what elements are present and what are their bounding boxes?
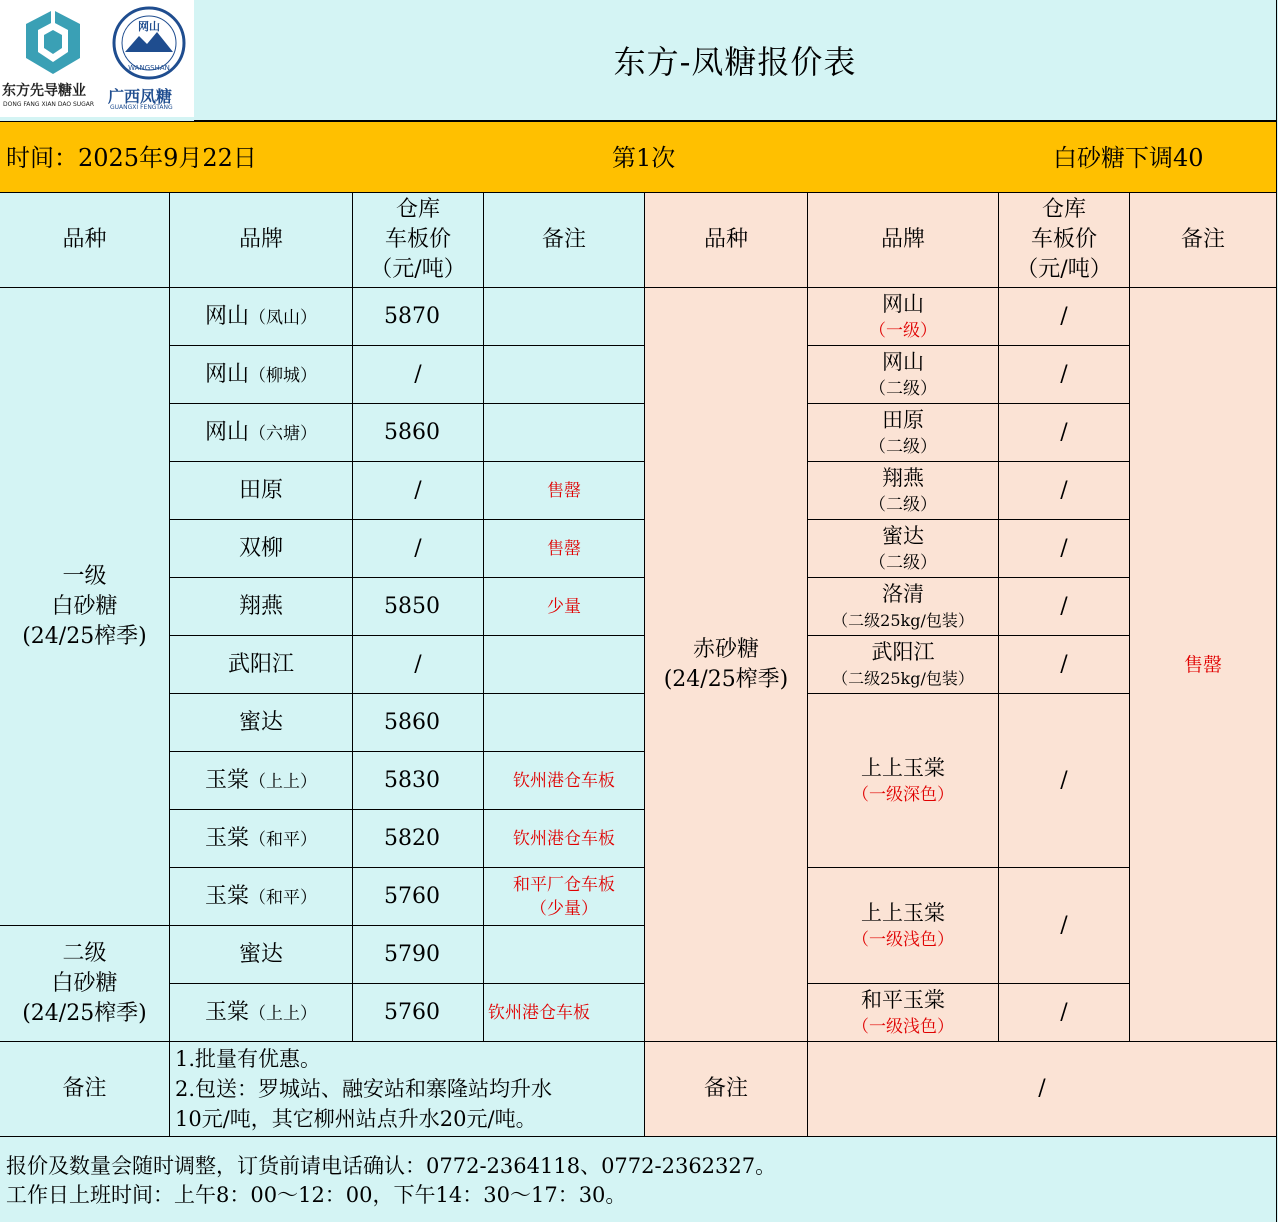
left-remark-cell: [484, 346, 645, 404]
fengtang-logo-text: 广西凤糖: [108, 87, 173, 106]
fengtang-logo-en: GUANGXI FENGTANG: [110, 104, 173, 111]
logo-area: [0, 0, 194, 117]
right-brand-cell: 翔燕 （二级）: [808, 462, 999, 520]
right-brand-cell: 上上玉棠 （一级浅色）: [808, 868, 999, 984]
info-bar: [0, 121, 1276, 193]
left-brand-cell: 玉棠（上上）: [170, 984, 353, 1042]
remark-warehouse: 钦州港仓车板: [488, 1002, 590, 1023]
remark-sold-out: 售罄: [547, 480, 581, 501]
left-remark-cell: [484, 868, 645, 926]
left-price-cell: /: [353, 346, 484, 404]
left-remark-cell: [484, 578, 645, 636]
left-brand-cell: 双柳: [170, 520, 353, 578]
right-price-cell: /: [999, 636, 1130, 694]
header-brand-right: 品牌: [808, 193, 999, 288]
left-price-cell: /: [353, 636, 484, 694]
remark-warehouse: 钦州港仓车板: [513, 770, 615, 791]
right-price-cell: /: [999, 868, 1130, 984]
right-price-cell: /: [999, 404, 1130, 462]
right-price-cell: /: [999, 346, 1130, 404]
left-remark-cell: [484, 926, 645, 984]
right-brand-cell: 田原 （二级）: [808, 404, 999, 462]
header-price-right: 仓库 车板价 （元/吨）: [999, 193, 1130, 288]
right-brand-cell: 网山 （二级）: [808, 346, 999, 404]
notes-content: [170, 1042, 645, 1137]
date-text: 时间：2025年9月22日: [6, 144, 257, 172]
remark-limited: 少量: [547, 596, 581, 617]
header-variety-left: 品种: [0, 193, 170, 288]
dongfang-logo-en: DONG FANG XIAN DAO SUGAR: [3, 101, 95, 108]
variety-group-brown-sugar: 赤砂糖 (24/25榨季): [645, 288, 808, 1042]
left-brand-cell: 网山（柳城）: [170, 346, 353, 404]
title-cell: [194, 0, 1276, 121]
right-brand-cell: 上上玉棠 （一级深色）: [808, 694, 999, 868]
left-remark-cell: [484, 984, 645, 1042]
left-price-cell: /: [353, 462, 484, 520]
right-price-cell: /: [999, 694, 1130, 868]
dongfang-logo-text: 东方先导糖业: [2, 83, 86, 99]
left-price-cell: 5860: [353, 694, 484, 752]
header-remark-left: 备注: [484, 193, 645, 288]
left-price-cell: 5790: [353, 926, 484, 984]
remark-sold-out: 售罄: [1183, 653, 1222, 676]
left-brand-cell: 网山（凤山）: [170, 288, 353, 346]
note-line-2: 2.包送：罗城站、融安站和寨隆站均升水: [175, 1077, 553, 1101]
right-brand-cell: 洛清 （二级25kg/包装）: [808, 578, 999, 636]
left-brand-cell: 玉棠（和平）: [170, 810, 353, 868]
note-line-3: 10元/吨，其它柳州站点升水20元/吨。: [175, 1107, 537, 1131]
svg-text:WANGSHAN: WANGSHAN: [128, 64, 170, 72]
left-price-cell: 5760: [353, 984, 484, 1042]
remark-warehouse: 钦州港仓车板: [513, 828, 615, 849]
left-remark-cell: [484, 404, 645, 462]
svg-text:网山: 网山: [138, 20, 160, 33]
right-border: [1276, 0, 1277, 1222]
header-variety-right: 品种: [645, 193, 808, 288]
header-remark-right: 备注: [1130, 193, 1276, 288]
right-price-cell: /: [999, 462, 1130, 520]
left-remark-cell: [484, 752, 645, 810]
header-brand-left: 品牌: [170, 193, 353, 288]
left-price-cell: 5760: [353, 868, 484, 926]
page-title: 东方-凤糖报价表: [613, 43, 857, 81]
right-price-cell: /: [999, 984, 1130, 1042]
notes-label-right: 备注: [645, 1042, 808, 1137]
right-brand-cell: 网山 （一级）: [808, 288, 999, 346]
right-brand-cell: 武阳江 （二级25kg/包装）: [808, 636, 999, 694]
left-price-cell: 5820: [353, 810, 484, 868]
right-price-cell: /: [999, 520, 1130, 578]
right-brand-cell: 和平玉棠 （一级浅色）: [808, 984, 999, 1042]
right-price-cell: /: [999, 288, 1130, 346]
right-price-cell: /: [999, 578, 1130, 636]
left-brand-cell: 玉棠（上上）: [170, 752, 353, 810]
left-brand-cell: 蜜达: [170, 694, 353, 752]
remark-limited: （少量）: [530, 898, 598, 919]
wangshan-seal-icon: [111, 6, 187, 80]
footer-line-2: 工作日上班时间：上午8：00～12：00，下午14：30～17：30。: [6, 1183, 627, 1207]
notes-value-right: /: [808, 1042, 1276, 1137]
footer-line-1: 报价及数量会随时调整，订货前请电话确认：0772-2364118、0772-2362327。: [6, 1154, 777, 1178]
left-price-cell: /: [353, 520, 484, 578]
left-price-cell: 5830: [353, 752, 484, 810]
left-remark-cell: [484, 288, 645, 346]
variety-group-first-grade: 一级 白砂糖 (24/25榨季): [0, 288, 170, 926]
notice-text: 白砂糖下调40: [1053, 144, 1204, 172]
left-brand-cell: 蜜达: [170, 926, 353, 984]
note-line-1: 1.批量有优惠。: [175, 1047, 322, 1071]
left-price-cell: 5860: [353, 404, 484, 462]
remark-sold-out: 售罄: [547, 538, 581, 559]
left-remark-cell: [484, 810, 645, 868]
right-remark-cell: [1130, 288, 1276, 1042]
left-remark-cell: [484, 520, 645, 578]
variety-group-second-grade: 二级 白砂糖 (24/25榨季): [0, 926, 170, 1042]
left-brand-cell: 网山（六塘）: [170, 404, 353, 462]
right-brand-cell: 蜜达 （二级）: [808, 520, 999, 578]
left-brand-cell: 田原: [170, 462, 353, 520]
left-remark-cell: [484, 694, 645, 752]
remark-warehouse: 和平厂仓车板: [513, 874, 615, 895]
round-text: 第1次: [612, 144, 676, 172]
left-price-cell: 5850: [353, 578, 484, 636]
notes-label: 备注: [0, 1042, 170, 1137]
left-brand-cell: 玉棠（和平）: [170, 868, 353, 926]
dongfang-logo-icon: [22, 8, 84, 76]
left-remark-cell: [484, 462, 645, 520]
footer: [0, 1137, 1276, 1222]
left-remark-cell: [484, 636, 645, 694]
left-brand-cell: 武阳江: [170, 636, 353, 694]
left-price-cell: 5870: [353, 288, 484, 346]
left-brand-cell: 翔燕: [170, 578, 353, 636]
header-price-left: 仓库 车板价 （元/吨）: [353, 193, 484, 288]
